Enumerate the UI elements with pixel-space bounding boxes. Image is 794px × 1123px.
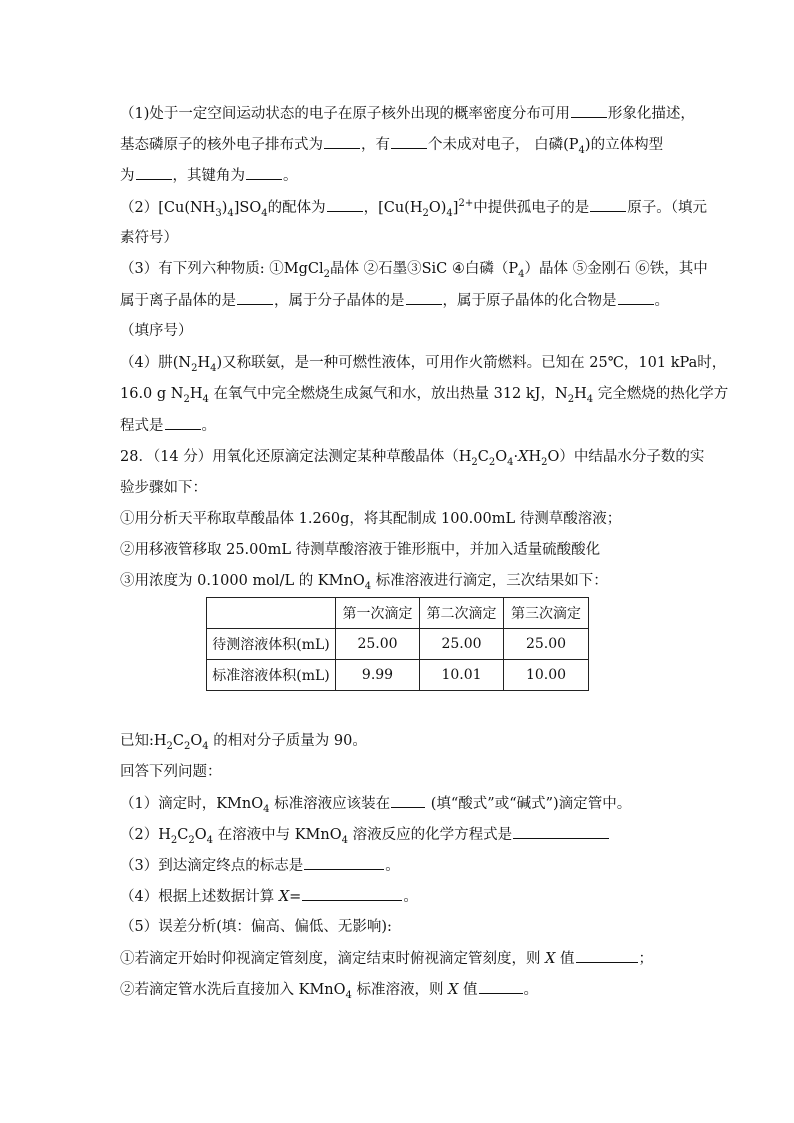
sq-text: ； <box>638 951 654 967</box>
subscript: 4 <box>261 207 268 219</box>
q3-text: 。 <box>654 293 669 309</box>
known-line <box>120 731 367 751</box>
answer-intro <box>120 762 222 782</box>
known-text: 的相对分子质量为 90。 <box>208 733 367 749</box>
sq-text: 溶液反应的化学方程式是 <box>348 827 513 843</box>
q1-text: 形象化描述， <box>607 106 695 122</box>
q3-text: 属于离子晶体的是 <box>120 293 236 309</box>
subscript: 4 <box>227 207 234 219</box>
sub-question-5 <box>120 917 392 937</box>
subscript: 2 <box>166 740 173 752</box>
answer-blank <box>237 290 273 305</box>
known-text: C <box>172 733 185 749</box>
q4-text: H <box>189 386 203 402</box>
q28-step2 <box>120 540 600 560</box>
subscript: 4 <box>341 834 348 846</box>
sub-question-2 <box>120 824 610 845</box>
q4-text: 16.0 g N <box>120 386 184 402</box>
sub-question-4 <box>120 886 418 907</box>
subscript: 4 <box>202 393 209 405</box>
sq-text: X <box>545 951 556 967</box>
subscript: 4 <box>364 580 372 592</box>
answer-blank <box>304 855 384 870</box>
q4-line3 <box>120 415 216 436</box>
sq-text: 。 <box>385 858 400 874</box>
q3-text: ）晶体 ⑤金刚石 ⑥铁，其中 <box>524 261 708 277</box>
table-header-cell <box>207 598 336 629</box>
q1-text: 。 <box>283 168 298 184</box>
q2-text: ] <box>452 200 459 216</box>
q1-line1 <box>120 103 695 124</box>
subscript: 2 <box>183 393 190 405</box>
table-cell: 9.99 <box>336 660 420 691</box>
known-text: O <box>190 733 203 749</box>
sq-text: 。 <box>523 982 539 998</box>
table-row <box>207 660 589 691</box>
answer-blank <box>391 793 425 808</box>
sq-text: O <box>194 827 207 843</box>
table-cell: 标准溶液体积(mL) <box>207 660 336 691</box>
q28-text: ①用分析天平称取草酸晶体 1.260g，将其配制成 100.00mL 待测草酸溶液； <box>120 511 622 527</box>
q28-text: 标准溶液进行滴定，三次结果如下： <box>371 573 608 589</box>
answer-blank <box>324 134 360 149</box>
table-header-cell: 第一次滴定 <box>336 598 420 629</box>
table-cell: 10.01 <box>420 660 504 691</box>
answer-blank <box>618 290 654 305</box>
subscript: 4 <box>518 268 525 280</box>
q4-text: 完全燃烧的热化学方 <box>593 386 729 402</box>
q2-line1 <box>120 197 707 218</box>
q4-text: H <box>197 355 211 371</box>
subscript: 2 <box>191 362 198 374</box>
sq-text: 。 <box>403 889 418 905</box>
q2-text: 的配体为 <box>267 200 326 216</box>
table-header-cell: 第三次滴定 <box>504 598 589 629</box>
error-analysis-2 <box>120 979 538 1000</box>
subscript: 4 <box>210 362 217 374</box>
error-analysis-1 <box>120 948 653 969</box>
q4-text: （4）肼(N <box>120 355 192 371</box>
q1-text: 为 <box>120 168 135 184</box>
sq-text: （5）误差分析(填：偏高、偏低、无影响): <box>120 919 392 935</box>
q28-text: O）中结晶水分子数的实 <box>547 449 705 465</box>
subscript: 2 <box>488 456 496 468</box>
subscript: 4 <box>586 393 594 405</box>
sq-text: 在溶液中与 KMnO <box>213 827 342 843</box>
intro-text: 回答下列问题： <box>120 764 222 780</box>
q1-text: （1)处于一定空间运动状态的电子在原子核外出现的概率密度分布可用 <box>120 106 570 122</box>
answer-blank <box>571 103 607 118</box>
q28-text: ③用浓度为 0.1000 mol/L 的 KMnO <box>120 573 365 589</box>
q28-text: ②用移液管移取 25.00mL 待测草酸溶液于锥形瓶中，并加入适量硫酸酸化 <box>120 542 601 558</box>
answer-blank <box>590 197 626 212</box>
q1-line2 <box>120 134 663 155</box>
subscript: 2 <box>541 456 548 468</box>
q28-text: X <box>518 449 529 465</box>
subscript: 2 <box>567 393 575 405</box>
subscript: 4 <box>202 740 209 752</box>
subscript: 3 <box>215 207 222 219</box>
subscript: 2 <box>184 740 191 752</box>
q2-text: ) <box>221 200 228 216</box>
q28-line1 <box>120 447 704 467</box>
table-cell: 25.00 <box>336 629 420 660</box>
q4-text: )又称联氨，是一种可燃性液体，可用作火箭燃料。已知在 25℃，101 kPa时， <box>216 355 727 371</box>
q3-line2 <box>120 290 669 311</box>
q2-text: 素符号） <box>120 230 178 246</box>
table-row <box>207 629 589 660</box>
q4-line2 <box>120 384 728 404</box>
q2-text: 中提供孤电子的是 <box>473 200 590 216</box>
table-cell: 10.00 <box>504 660 589 691</box>
answer-blank <box>479 979 523 994</box>
table-cell: 待测溶液体积(mL) <box>207 629 336 660</box>
table-header-cell: 第二次滴定 <box>420 598 504 629</box>
sub-question-3 <box>120 855 400 876</box>
sq-text: （1）滴定时，KMnO <box>120 796 264 812</box>
q2-line2 <box>120 228 178 248</box>
q3-text: ，属于原子晶体的化合物是 <box>442 293 617 309</box>
superscript: 2+ <box>458 198 474 210</box>
answer-blank <box>391 134 427 149</box>
sub-question-1 <box>120 793 631 814</box>
q4-text: 程式是 <box>120 418 164 434</box>
sq-text: = <box>289 889 302 905</box>
q2-text: ，[Cu(H <box>363 200 423 216</box>
q3-line3 <box>120 321 193 341</box>
answer-blank <box>136 165 172 180</box>
q4-text: 在氧气中完全燃烧生成氮气和水，放出热量 312 kJ，N <box>208 386 568 402</box>
table-cell: 25.00 <box>504 629 589 660</box>
subscript: 4 <box>345 989 352 1001</box>
q3-text: ，属于分子晶体的是 <box>274 293 405 309</box>
q2-text: ]SO <box>233 200 262 216</box>
table-cell: 25.00 <box>420 629 504 660</box>
q4-text: H <box>574 386 587 402</box>
q1-text: 基态磷原子的核外电子排布式为 <box>120 137 323 153</box>
sq-text: C <box>177 827 189 843</box>
q28-text: C <box>477 449 489 465</box>
q1-line3 <box>120 165 298 186</box>
answer-blank <box>246 165 282 180</box>
subscript: 4 <box>263 803 270 815</box>
subscript: 4 <box>578 144 585 156</box>
sq-text: 标准溶液，则 <box>351 982 449 998</box>
subscript: 2 <box>323 268 330 280</box>
sq-text: (填“酸式”或“碱式”)滴定管中。 <box>426 796 632 812</box>
sq-text: ②若滴定管水洗后直接加入 KMnO <box>120 982 346 998</box>
q1-text: )的立体构型 <box>584 137 664 153</box>
sq-text: X <box>448 982 459 998</box>
sq-text: 标准溶液应该装在 <box>269 796 391 812</box>
q3-text: 晶体 ②石墨③SiC ④白磷（P <box>329 261 519 277</box>
answer-blank <box>302 886 402 901</box>
q28-step3 <box>120 571 608 591</box>
q28-text: 28．（14 分）用氧化还原滴定法测定某种草酸晶体（H <box>120 449 472 465</box>
answer-blank <box>327 197 363 212</box>
table-header-row <box>207 598 589 629</box>
titration-table <box>206 597 589 691</box>
sq-text: ①若滴定开始时仰视滴定管刻度，滴定结束时俯视滴定管刻度，则 <box>120 951 546 967</box>
q4-line1 <box>120 353 726 373</box>
q28-text: · <box>513 449 519 465</box>
q28-step1 <box>120 509 621 529</box>
subscript: 4 <box>206 834 213 846</box>
q2-text: O) <box>428 200 447 216</box>
known-text: 已知:H <box>120 733 167 749</box>
answer-blank <box>513 824 609 839</box>
q2-text: （2）[Cu(NH <box>120 200 216 216</box>
subscript: 2 <box>471 456 478 468</box>
q3-text: （填序号） <box>120 323 193 339</box>
q3-text: （3）有下列六种物质: ①MgCl <box>120 261 324 277</box>
subscript: 2 <box>170 834 178 846</box>
q28-line2 <box>120 478 207 498</box>
q4-text: 。 <box>201 418 216 434</box>
q1-text: ，有 <box>361 137 390 153</box>
sq-text: （2）H <box>120 827 171 843</box>
sq-text: （3）到达滴定终点的标志是 <box>120 858 304 874</box>
answer-blank <box>406 290 442 305</box>
subscript: 4 <box>507 456 514 468</box>
q2-text: 原子。（填元 <box>627 200 707 216</box>
sq-text: X <box>278 889 290 905</box>
answer-blank <box>576 948 638 963</box>
q1-text: 个未成对电子， 白磷(P <box>428 137 579 153</box>
q28-text: 验步骤如下： <box>120 480 207 496</box>
subscript: 4 <box>446 207 453 219</box>
subscript: 2 <box>188 834 195 846</box>
sq-text: 值 <box>458 982 478 998</box>
q28-text: H <box>528 449 542 465</box>
sq-text: （4）根据上述数据计算 <box>120 889 279 905</box>
q28-text: O <box>495 449 508 465</box>
q1-text: ，其键角为 <box>172 168 245 184</box>
subscript: 2 <box>422 207 429 219</box>
answer-blank <box>165 415 201 430</box>
q3-line1 <box>120 259 708 279</box>
sq-text: 值 <box>555 951 575 967</box>
